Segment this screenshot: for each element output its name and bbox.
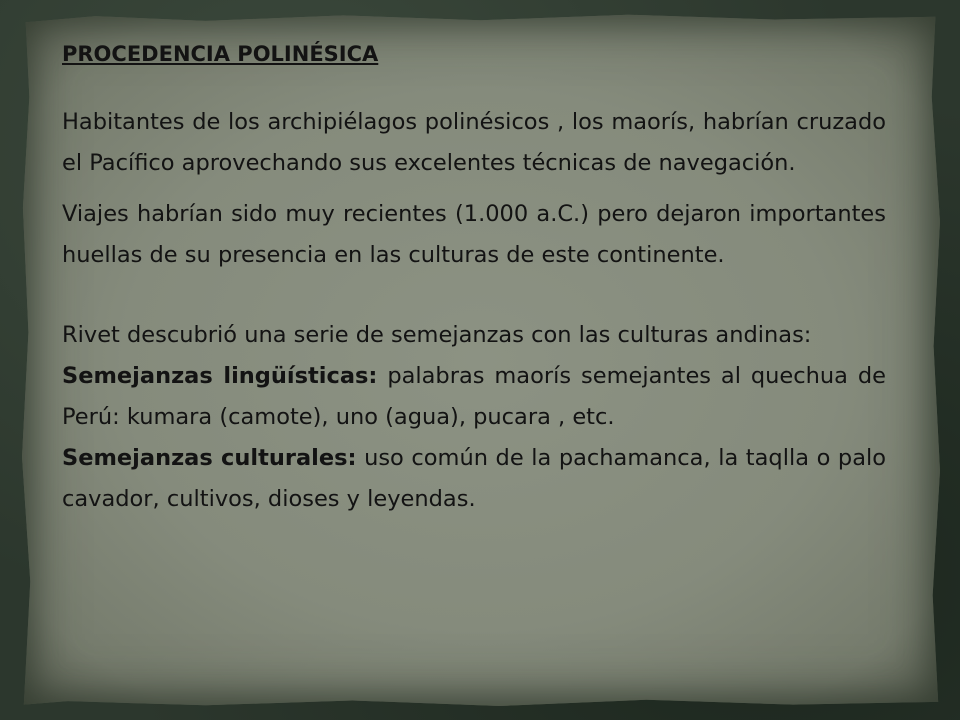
linguistic-text: palabras maorís semejantes al quechua de Perú: kumara (camote), uno (agua), pucara , etc.: [62, 363, 886, 430]
linguistic-label: Semejanzas lingüísticas:: [62, 363, 378, 389]
slide-title: PROCEDENCIA POLINÉSICA: [62, 42, 379, 66]
paragraph-rivet-similarities: Rivet descubrió una serie de semejanzas con las culturas andinas:: [62, 322, 812, 348]
cultural-label: Semejanzas culturales:: [62, 445, 357, 471]
cultural-text: uso común de la pachamanca, la taqlla o palo cavador, cultivos, dioses y leyendas.: [62, 445, 886, 512]
paragraph-polynesian-inhabitants: Habitantes de los archipiélagos polinésicos , los maorís, habrían cruzado el Pacífico aprovechando sus excelentes técnicas de navegación.: [62, 109, 886, 176]
paragraph-recent-voyages: Viajes habrían sido muy recientes (1.000 a.C.) pero dejaron importantes huellas de su presencia en las culturas de este continente.: [62, 201, 886, 268]
paragraph-linguistic-similarities: [62, 356, 886, 438]
paragraph-cultural-similarities: [62, 438, 886, 520]
slide-content: [62, 32, 886, 520]
